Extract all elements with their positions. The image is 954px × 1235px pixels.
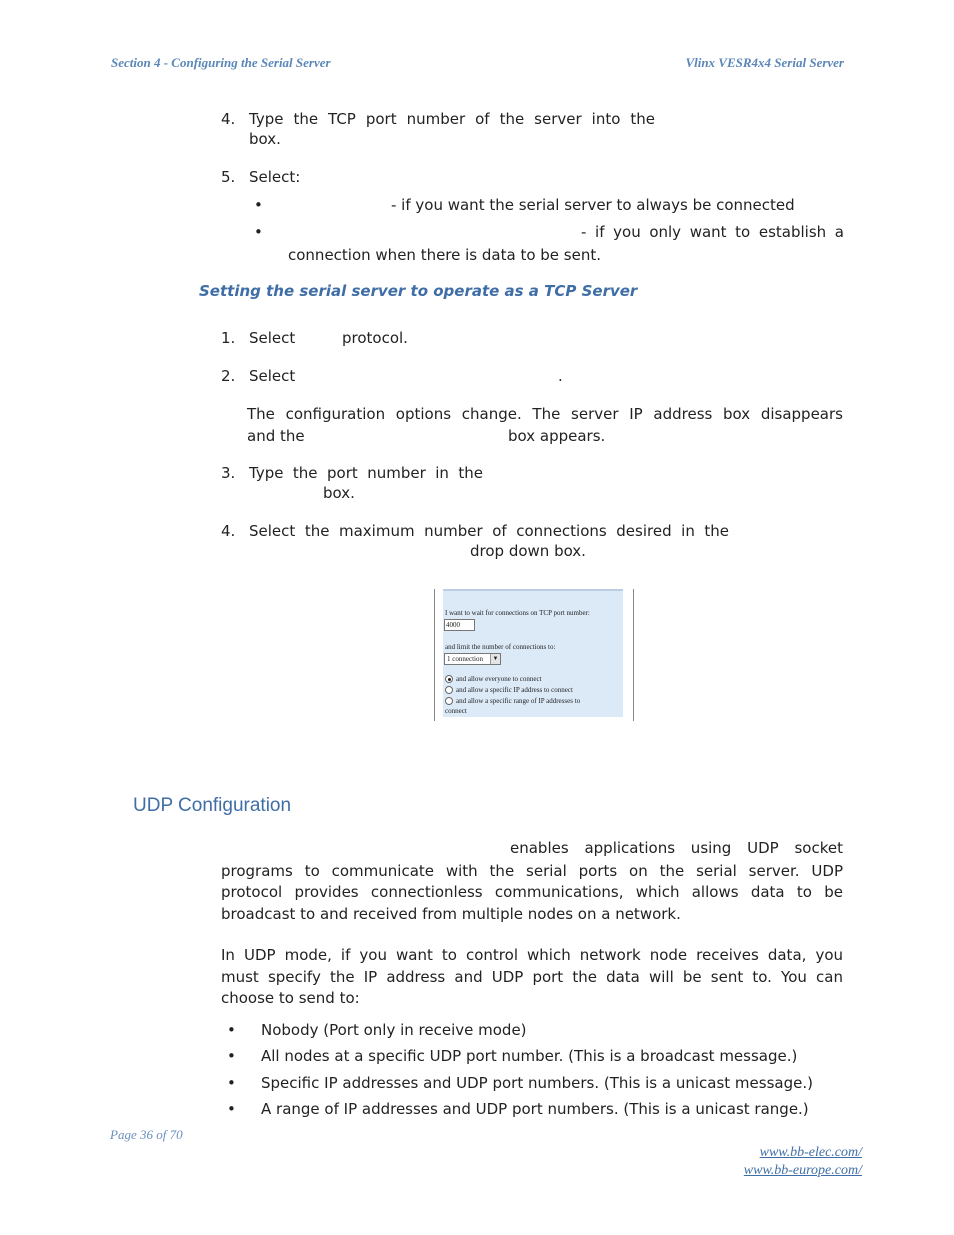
list-item: All nodes at a specific UDP port number. (This is a broadcast message.) [261,1047,798,1065]
note-text: box appears. [508,427,606,445]
paragraph-line: broadcast to and received from multiple nodes on a network. [221,905,681,923]
step-number: 4. [221,522,236,540]
bullet-text: connection when there is data to be sent. [288,246,601,264]
bullet-dot: • [227,1021,236,1039]
bullet-text: - if you want the serial server to always be connected [391,196,795,214]
radio-label: connect [445,707,467,715]
bullet-dot: • [227,1100,236,1118]
list-item: Specific IP addresses and UDP port numbers. (This is a unicast message.) [261,1074,813,1092]
wait-label: I want to wait for connections on TCP port number: [445,609,590,617]
note-text: and the [247,427,305,445]
bullet-dot: • [227,1047,236,1065]
step-text: Select [249,329,296,347]
list-item: Nobody (Port only in receive mode) [261,1021,527,1039]
list-item: A range of IP addresses and UDP port numbers. (This is a unicast range.) [261,1100,809,1118]
chevron-down-icon: ▼ [490,654,500,664]
bullet-dot: • [254,223,263,241]
step-text: Type the TCP port number of the server into the [249,110,655,128]
website-link-bb-elec[interactable]: www.bb-elec.com/ [759,1145,862,1160]
header-section-title: Section 4 - Configuring the Serial Server [111,55,331,70]
bullet-text: - if you only want to establish a [581,223,844,241]
step-number: 3. [221,464,236,482]
port-number-input[interactable]: 4000 [444,619,475,631]
paragraph-line: protocol provides connectionless communications, which allows data to be [221,883,843,901]
page-number: Page 36 of 70 [110,1127,183,1142]
step-number: 1. [221,329,236,347]
paragraph-line: must specify the IP address and UDP port the data will be sent to. You can [221,968,843,986]
radio-label: and allow a specific range of IP addresses to [456,697,581,705]
paragraph-line: programs to communicate with the serial ports on the serial server. UDP [221,862,843,880]
radio-allow-ip-range[interactable] [445,697,453,705]
paragraph-line: enables applications using UDP socket [510,839,843,857]
step-text: Select: [249,168,301,186]
step-number: 4. [221,110,236,128]
radio-label: and allow everyone to connect [456,675,542,683]
radio-allow-everyone[interactable] [445,675,453,683]
bullet-dot: • [254,196,263,214]
paragraph-line: In UDP mode, if you want to control which network node receives data, you [221,946,843,964]
step-text: drop down box. [470,542,586,560]
header-product-name: Vlinx VESR4x4 Serial Server [685,55,844,70]
step-text: Select the maximum number of connections desired in the [249,522,729,540]
connections-select-value: 1 connection [447,655,483,663]
tcp-server-config-screenshot [434,589,634,721]
subheading: Setting the serial server to operate as a TCP Server [199,282,638,300]
step-number: 5. [221,168,236,186]
step-text: Type the port number in the [249,464,483,482]
step-text: box. [249,130,281,148]
step-text: box. [323,484,355,502]
paragraph-line: choose to send to: [221,989,360,1007]
limit-label: and limit the number of connections to: [445,643,556,651]
config-panel [443,589,623,717]
step-text: Select [249,367,296,385]
step-number: 2. [221,367,236,385]
website-link-bb-europe[interactable]: www.bb-europe.com/ [743,1163,862,1178]
note-text: The configuration options change. The server IP address box disappears [247,405,843,423]
section-title: UDP Configuration [133,795,292,816]
step-text: . [558,367,563,385]
bullet-dot: • [227,1074,236,1092]
radio-allow-specific-ip[interactable] [445,686,453,694]
step-text: protocol. [342,329,408,347]
radio-label: and allow a specific IP address to connect [456,686,573,694]
connections-select[interactable] [444,653,501,665]
